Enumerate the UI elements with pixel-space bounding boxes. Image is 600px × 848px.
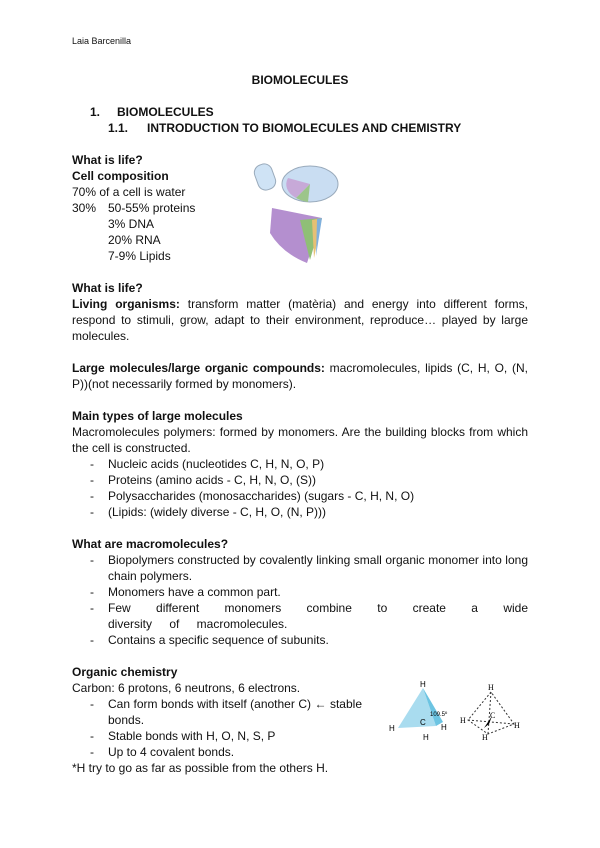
- text: 3% DNA: [108, 217, 155, 231]
- list-item: - Can form bonds with itself (another C) ← stable bonds.: [72, 696, 362, 728]
- list: [72, 696, 362, 760]
- svg-text:H: H: [514, 721, 520, 730]
- section-heading: 1. BIOMOLECULES: [90, 105, 214, 119]
- svg-text:109.5º: 109.5º: [430, 712, 448, 718]
- list: [72, 552, 528, 648]
- paragraph: Macromolecules polymers: formed by monomers. Are the building blocks from which the cell is constructed.: [72, 425, 528, 455]
- svg-text:H: H: [482, 733, 488, 740]
- svg-text:H: H: [441, 723, 447, 732]
- list-item: - Proteins (amino acids - C, H, N, O, (S)): [72, 472, 528, 488]
- text: 7-9% Lipids: [108, 249, 171, 263]
- list: [72, 456, 528, 520]
- list-item: - Biopolymers constructed by covalently linking small organic monomer into long chain polymers.: [72, 552, 528, 584]
- list-item: - Polysaccharides (monosaccharides) (sugars - C, H, N, O): [72, 488, 528, 504]
- heading: What are macromolecules?: [72, 537, 229, 551]
- document-title: BIOMOLECULES: [251, 73, 349, 87]
- svg-text:H: H: [460, 716, 466, 725]
- heading: Organic chemistry: [72, 665, 178, 679]
- svg-text:C: C: [490, 711, 496, 720]
- svg-text:H: H: [423, 733, 429, 740]
- text: 20% RNA: [108, 233, 161, 247]
- text: Carbon: 6 protons, 6 neutrons, 6 electrons.: [72, 681, 301, 695]
- methane-tetrahedron-diagram: [386, 678, 536, 740]
- text: 30% 50-55% proteins: [72, 201, 196, 215]
- cell-composition-image: [252, 158, 342, 273]
- list-item: - Few different monomers combine to create a wide diversity of macromolecules.: [72, 600, 528, 632]
- text: 70% of a cell is water: [72, 185, 186, 199]
- svg-text:H: H: [420, 680, 426, 689]
- heading: What is life?: [72, 281, 143, 295]
- svg-text:C: C: [420, 718, 426, 727]
- list-item: - Contains a specific sequence of subunits.: [72, 632, 528, 648]
- list-item: - (Lipids: (widely diverse - C, H, O, (N, P))): [72, 504, 528, 520]
- svg-text:H: H: [488, 683, 494, 692]
- heading: What is life?: [72, 153, 143, 167]
- list-item: - Monomers have a common part.: [72, 584, 528, 600]
- list-item: - Nucleic acids (nucleotides C, H, N, O, P): [72, 456, 528, 472]
- note: *H try to go as far as possible from the others H.: [72, 761, 329, 775]
- author-name: Laia Barcenilla: [72, 36, 132, 46]
- subsection-heading: 1.1. INTRODUCTION TO BIOMOLECULES AND CHEMISTRY: [108, 121, 462, 135]
- heading: Main types of large molecules: [72, 409, 243, 423]
- paragraph: Living organisms: transform matter (matèria) and energy into different forms, respond to stimuli, grow, adapt to their environment, reproduce… played by large molecules.: [72, 297, 528, 343]
- subheading: Cell composition: [72, 169, 169, 183]
- paragraph: Large molecules/large organic compounds: macromolecules, lipids (C, H, O, (N, P))(not necessarily formed by monomers).: [72, 361, 528, 391]
- list-item: - Stable bonds with H, O, N, S, P: [72, 728, 362, 744]
- svg-text:H: H: [389, 724, 395, 733]
- list-item: - Up to 4 covalent bonds.: [72, 744, 362, 760]
